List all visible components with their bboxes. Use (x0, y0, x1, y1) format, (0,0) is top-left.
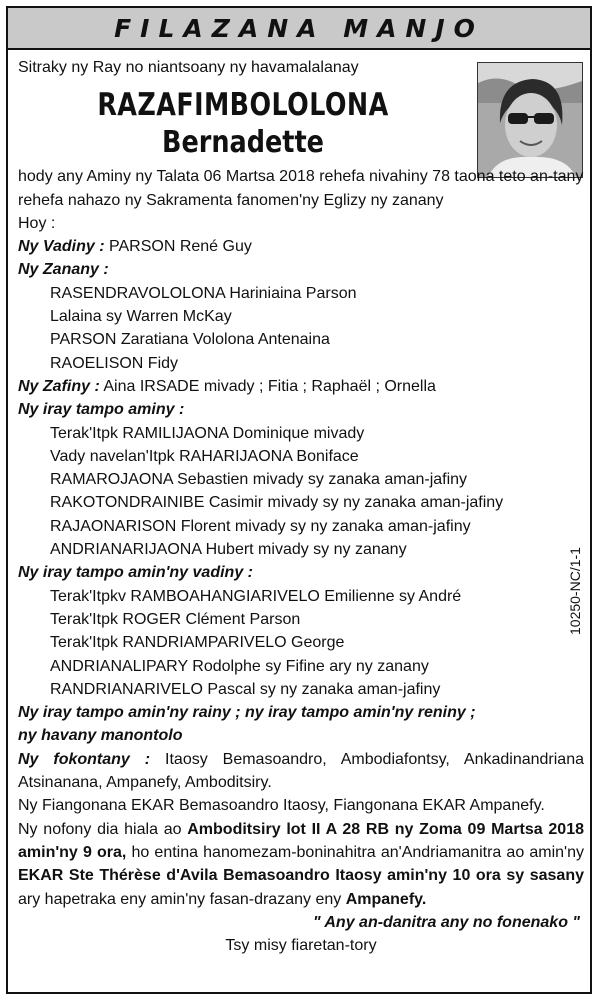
notice-body (18, 56, 584, 957)
closing-text: Tsy misy fiaretan-tory (225, 937, 377, 955)
list-item: RAOELISON Fidy (50, 354, 179, 372)
zanany-label: Ny Zanany : (18, 261, 109, 279)
iray-tampo-rainy-line: Ny iray tampo amin'ny rainy ; ny iray tampo amin'ny reniny ; (18, 704, 476, 722)
reference-code: 10250-NC/1-1 (567, 547, 583, 635)
list-item: Terak'Itpkv RAMBOAHANGIARIVELO Emilienne sy André (50, 587, 462, 605)
deceased-first-name: Bernadette (162, 125, 324, 161)
intro-text: Sitraky ny Ray no niantsoany ny havamalalanay (18, 59, 359, 76)
list-item: Vady navelan'Itpk RAHARIJAONA Boniface (50, 447, 359, 465)
notice-title: FILAZANA MANJO (114, 14, 484, 43)
fokontany-value: Itaosy Bemasoandro, Ambodiafontsy, Ankadinandriana Atsinanana, Ampanefy, Amboditsiry. (18, 750, 584, 792)
list-item: Terak'Itpk RAMILIJAONA Dominique mivady (50, 424, 365, 442)
list-item: PARSON Zaratiana Vololona Antenaina (50, 331, 330, 349)
announcement-line: hody any Aminy ny Talata 06 Martsa 2018 rehefa nivahiny 78 taona teto an-tany (18, 168, 584, 186)
header-bar (8, 8, 590, 50)
iray-tampo-aminy-label: Ny iray tampo aminy : (18, 401, 185, 419)
fiangonana-text: Ny Fiangonana EKAR Bemasoandro Itaosy, Fiangonana EKAR Ampanefy. (18, 797, 545, 815)
funeral-paragraph (18, 818, 584, 911)
hoy-text: Hoy : (18, 214, 56, 232)
vadiny-label: Ny Vadiny : (18, 238, 105, 256)
list-item: ANDRIANARIJAONA Hubert mivady sy ny zanany (50, 541, 407, 559)
fokontany-section (18, 748, 584, 795)
funeral-text: Ny nofony dia hiala ao (18, 820, 188, 838)
list-item: RAMAROJAONA Sebastien mivady sy zanaka aman-jafiny (50, 471, 468, 489)
havany-line: ny havany manontolo (18, 727, 183, 745)
zafiny-section (18, 375, 584, 398)
fokontany-label: Ny fokontany : (18, 750, 151, 768)
funeral-text: ary hapetraka eny amin'ny fasan-drazany eny (18, 890, 346, 908)
list-item: RASENDRAVOLOLONA Hariniaina Parson (50, 284, 357, 302)
list-item: RANDRIANARIVELO Pascal sy ny zanaka aman-jafiny (50, 680, 441, 698)
funeral-text: ho entina hanomezam-boninahitra an'Andriamanitra ao amin'ny (126, 843, 584, 861)
list-item: RAKOTONDRAINIBE Casimir mivady sy ny zanaka aman-jafiny (50, 494, 504, 512)
iray-tampo-vadiny-label: Ny iray tampo amin'ny vadiny : (18, 564, 253, 582)
list-item: ANDRIANALIPARY Rodolphe sy Fifine ary ny zanany (50, 657, 429, 675)
vadiny-section (18, 235, 584, 258)
list-item: Terak'Itpk RANDRIAMPARIVELO George (50, 634, 345, 652)
vadiny-value: PARSON René Guy (104, 238, 252, 256)
deceased-surname: RAZAFIMBOLOLONA (97, 87, 389, 124)
funeral-departure: Amboditsiry lot II A 28 RB ny Zoma 09 Martsa 2018 amin'ny 9 ora, (18, 820, 584, 861)
funeral-church: EKAR Ste Thérèse d'Avila Bemasoandro Itaosy amin'ny 10 ora sy sasany (18, 867, 584, 885)
announcement-line: rehefa nahazo ny Sakramenta fanomen'ny Eglizy ny zanany (18, 191, 444, 209)
list-item: RAJAONARISON Florent mivady sy ny zanaka aman-jafiny (50, 517, 471, 535)
funeral-burial-place: Ampanefy. (345, 890, 427, 908)
list-item: Lalaina sy Warren McKay (50, 308, 232, 326)
quote-text: " Any an-danitra any no fonenako " (312, 913, 580, 931)
list-item: Terak'Itpk ROGER Clément Parson (50, 610, 301, 628)
zafiny-value: Aina IRSADE mivady ; Fitia ; Raphaël ; Ornella (99, 377, 436, 395)
zafiny-label: Ny Zafiny : (18, 377, 100, 395)
